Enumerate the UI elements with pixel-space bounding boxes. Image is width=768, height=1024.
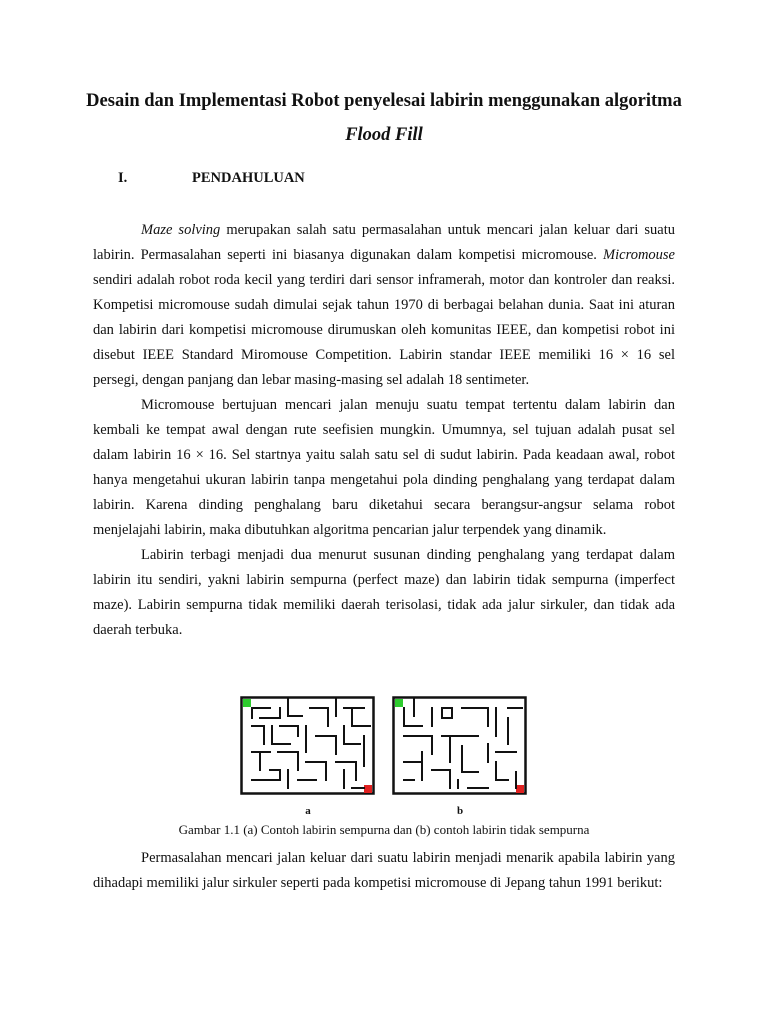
body-text-top xyxy=(93,218,675,643)
maze-b xyxy=(392,696,527,817)
figure-label-a: a xyxy=(305,805,311,817)
maze-b-drawing xyxy=(392,696,527,796)
title-line-1: Desain dan Implementasi Robot penyelesai labirin menggunakan algoritma xyxy=(86,91,682,111)
paragraph-1-text-b: sendiri adalah robot roda kecil yang terdiri dari sensor inframerah, motor dan kontroler dan reaksi. Kompetisi micromouse sudah dimulai sejak tahun 1970 di berbagai belahan dunia. Saat ini aturan dan labirin dari kompetisi micromouse dirumuskan oleh komunitas IEEE, dan kompetisi robot ini disebut IEEE Standard Miromouse Competition. Labirin standar IEEE memiliki 16 × 16 sel persegi, dengan panjang dan lebar masing-masing sel adalah 18 sentimeter. xyxy=(93,272,675,388)
term-micromouse: Micromouse xyxy=(603,247,675,263)
paragraph-1-text-a: merupakan salah satu permasalahan untuk mencari jalan keluar dari suatu labirin. Permasalahan seperti ini biasanya digunakan dalam kompetisi micromouse. xyxy=(93,222,675,263)
paragraph-4: Permasalahan mencari jalan keluar dari suatu labirin menjadi menarik apabila labirin yang dihadapi memiliki jalur sirkuler seperti pada kompetisi micromouse di Jepang tahun 1991 berikut: xyxy=(93,850,675,891)
term-maze-solving: Maze solving xyxy=(141,222,221,238)
title-line-2: Flood Fill xyxy=(345,125,423,145)
paragraph-2: Micromouse bertujuan mencari jalan menuju suatu tempat tertentu dalam labirin dan kembali ke tempat awal dengan rute seefisien mungkin. Umumnya, sel tujuan adalah pusat sel dalam labirin 16 × 16. Sel startnya yaitu salah satu sel di sudut labirin. Pada keadaan awal, robot hanya mengetahui ukuran labirin tanpa mengetahui pola dinding penghalang yang terdapat dalam labirin. Karena dinding penghalang baru diketahui secara berangsur-angsur selama robot menjelajahi labirin, maka dibutuhkan algoritma pencarian jalur terpendek yang dinamik. xyxy=(93,397,675,538)
maze-a-start-marker xyxy=(243,699,251,707)
paper-title xyxy=(60,84,708,152)
figure-caption: Gambar 1.1 (a) Contoh labirin sempurna dan (b) contoh labirin tidak sempurna xyxy=(178,822,590,837)
body-text-bottom xyxy=(93,846,675,896)
paragraph-3: Labirin terbagi menjadi dua menurut susunan dinding penghalang yang terdapat dalam labirin itu sendiri, yakni labirin sempurna (perfect maze) dan labirin tidak sempurna (imperfect maze). Labirin sempurna tidak memiliki daerah terisolasi, tidak ada jalur sirkuler, dan tidak ada daerah terbuka. xyxy=(93,547,675,638)
maze-b-start-marker xyxy=(395,699,403,707)
paragraph-1 xyxy=(93,218,675,393)
section-heading xyxy=(118,170,305,187)
section-number: I. xyxy=(118,170,128,186)
section-title: PENDAHULUAN xyxy=(192,170,305,186)
maze-b-goal-marker xyxy=(516,785,524,793)
maze-a xyxy=(240,696,375,817)
figure-label-b: b xyxy=(456,805,464,817)
maze-a-drawing xyxy=(240,696,375,796)
figure-mazes xyxy=(0,696,768,837)
maze-a-goal-marker xyxy=(364,785,372,793)
